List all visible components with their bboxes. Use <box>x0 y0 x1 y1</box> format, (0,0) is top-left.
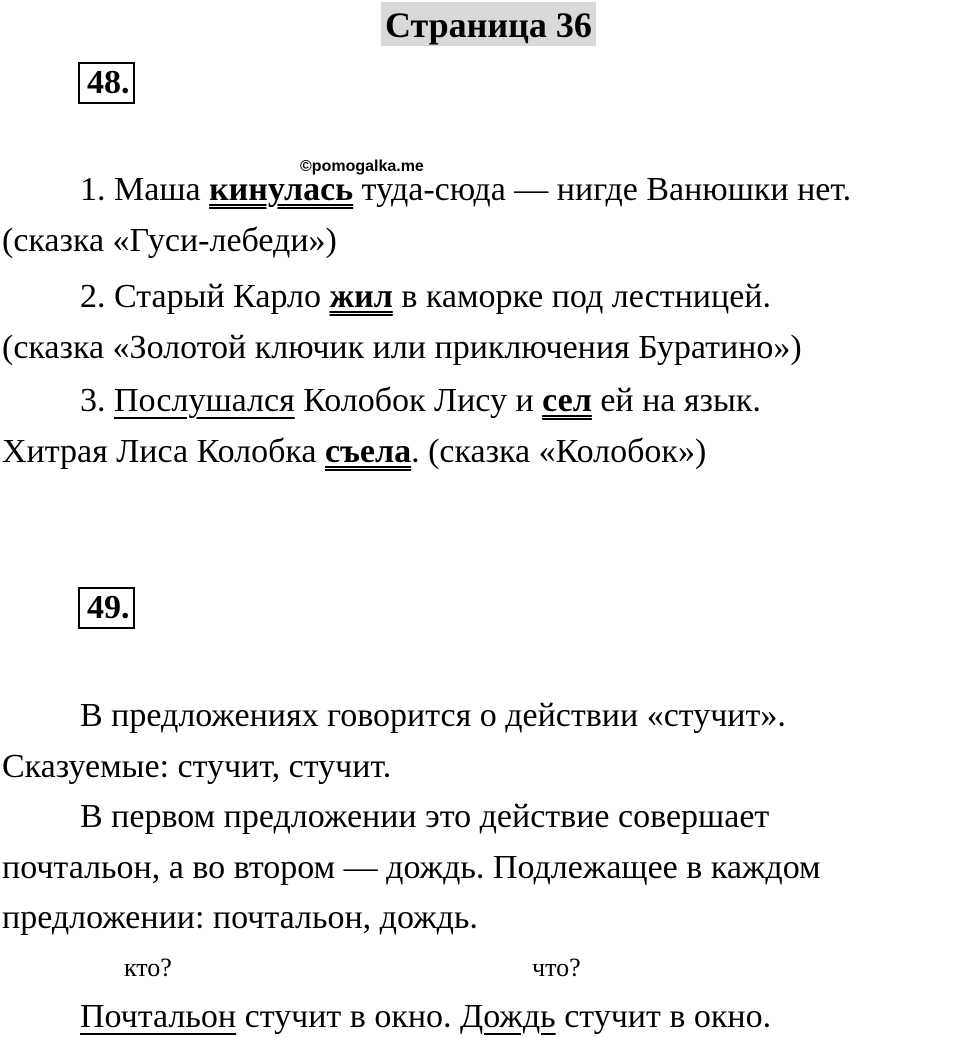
task-number-49: 49. <box>78 587 135 629</box>
sentence-2: 2. Старый Карло жил в каморке под лестницей. <box>80 278 771 315</box>
predicate: сел <box>542 382 592 419</box>
paragraph-line: Сказуемые: стучит, стучит. <box>2 748 392 785</box>
paragraph-line: В первом предложении это действие совершает <box>80 798 770 835</box>
example-sentences: Почтальон стучит в окно. Дождь стучит в окно. <box>80 998 772 1035</box>
page-title: Страница 36 <box>381 2 596 46</box>
subject: Послушался <box>114 382 295 419</box>
question-what: что? <box>532 953 581 982</box>
sentence-1-source: (сказка «Гуси-лебеди») <box>2 222 337 259</box>
question-who: кто? <box>124 953 172 982</box>
task-number-48: 48. <box>78 62 135 104</box>
paragraph-line: В предложениях говорится о действии «стучит». <box>80 697 786 734</box>
sentence-3-continued: Хитрая Лиса Колобка съела. (сказка «Колобок») <box>2 433 707 470</box>
sentence-1: 1. Маша кинулась туда-сюда — нигде Ванюшки нет. <box>80 171 852 208</box>
watermark: ©pomogalka.me <box>300 158 424 175</box>
paragraph-line: предложении: почтальон, дождь. <box>2 899 478 936</box>
sentence-2-source: (сказка «Золотой ключик или приключения Буратино») <box>2 329 802 366</box>
subject: Дождь <box>460 998 556 1035</box>
predicate: кинулась <box>209 171 354 208</box>
paragraph-line: почтальон, а во втором — дождь. Подлежащее в каждом <box>2 849 821 886</box>
predicate: жил <box>329 278 393 315</box>
subject: Почтальон <box>80 998 237 1035</box>
predicate: съела <box>325 433 412 470</box>
sentence-3: 3. Послушался Колобок Лису и сел ей на язык. <box>80 382 761 419</box>
